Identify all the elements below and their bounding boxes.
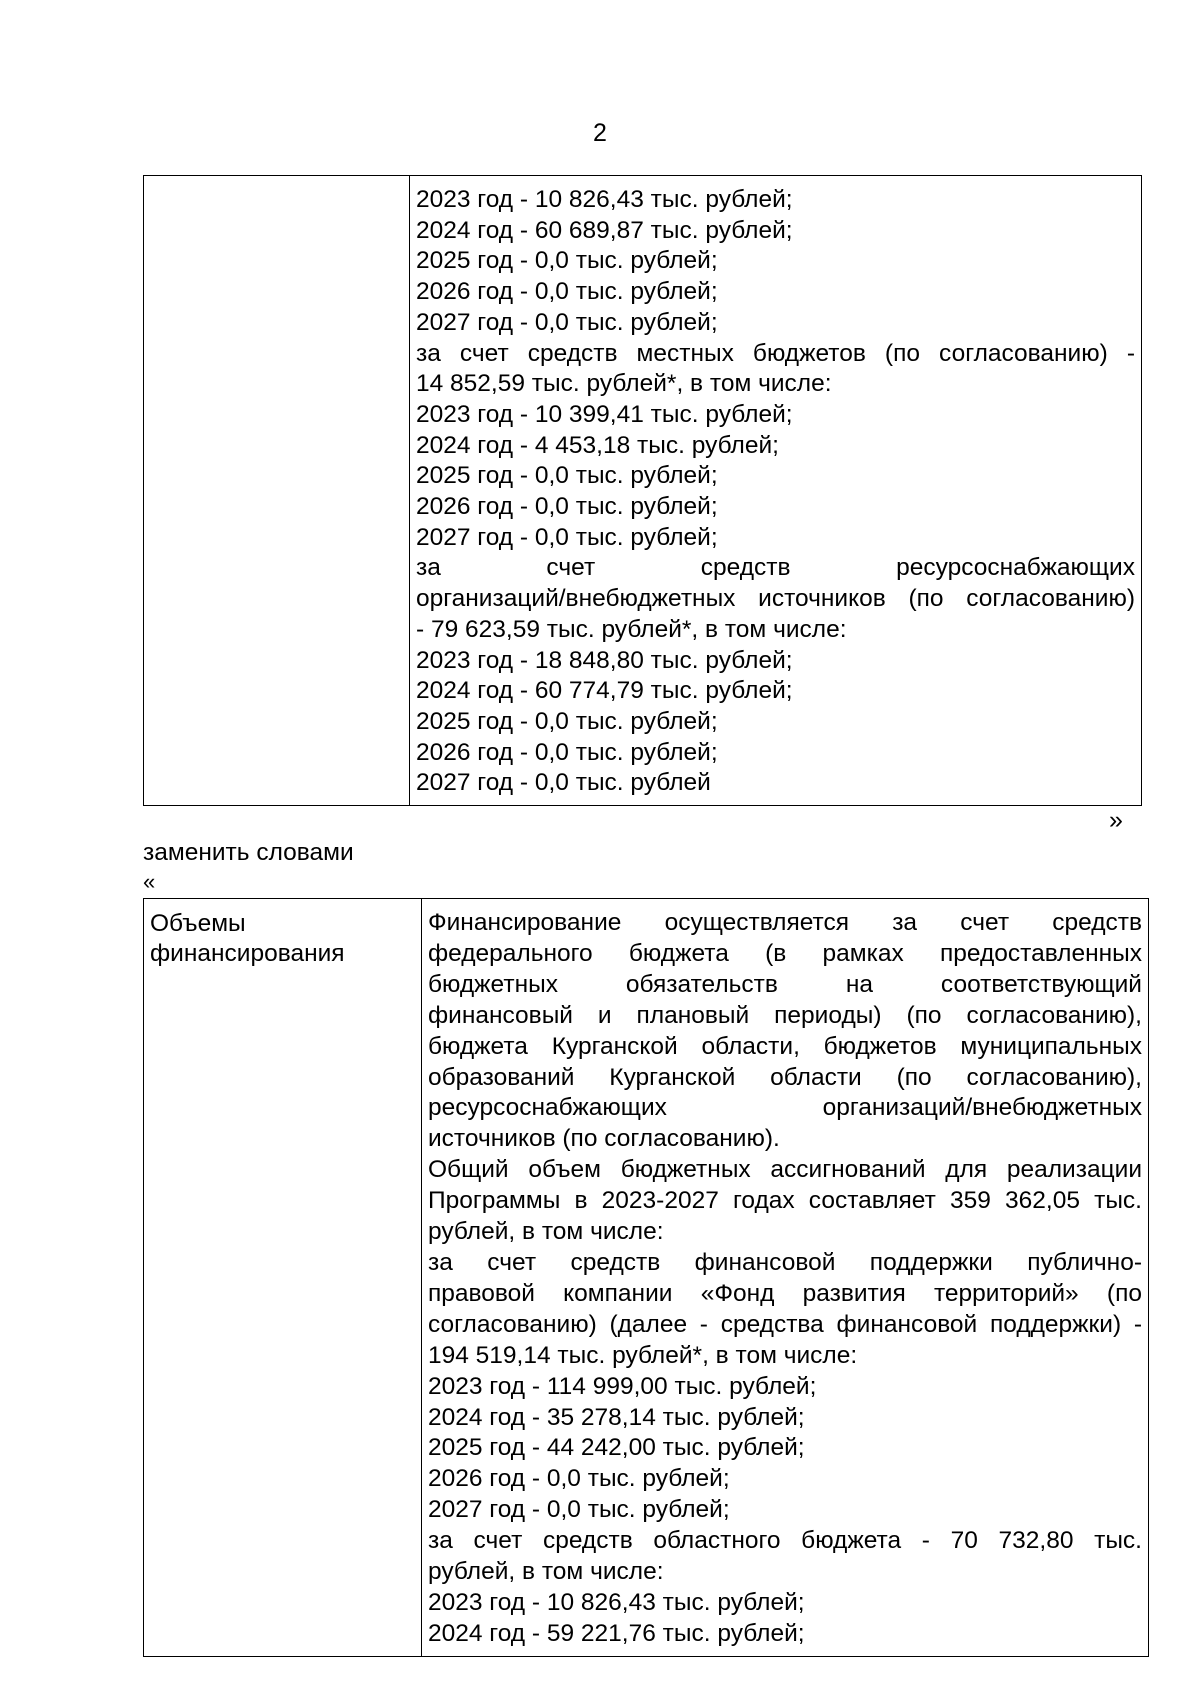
text-line: 2023 год - 10 399,41 тыс. рублей; [416, 400, 793, 428]
text-line: согласованию) (далее - средства финансовой поддержки) - [428, 1310, 1142, 1338]
table1-left-cell [144, 176, 410, 806]
text-line: - 79 623,59 тыс. рублей*, в том числе: [416, 615, 847, 643]
text-line: 14 852,59 тыс. рублей*, в том числе: [416, 370, 832, 398]
text-line: 2024 год - 35 278,14 тыс. рублей; [428, 1403, 805, 1431]
text-line: федерального бюджета (в рамках предоставленных [428, 939, 1142, 967]
text-line: 2026 год - 0,0 тыс. рублей; [428, 1465, 730, 1493]
text-line: 2023 год - 10 826,43 тыс. рублей; [416, 186, 793, 213]
table-row [144, 899, 1149, 1657]
text-line: Общий объем бюджетных ассигнований для реализации [428, 1156, 1142, 1184]
table-row [144, 176, 1142, 806]
text-line: 2026 год - 0,0 тыс. рублей; [416, 278, 718, 306]
text-line: 2023 год - 114 999,00 тыс. рублей; [428, 1372, 817, 1400]
text-line: за счет средств ресурсоснабжающих [416, 554, 1135, 582]
text-line: Финансирование осуществляется за счет средств [428, 909, 1142, 936]
text-line: Программы в 2023-2027 годах составляет 359 362,05 тыс. [428, 1187, 1142, 1215]
text-line: 2025 год - 0,0 тыс. рублей; [416, 247, 718, 275]
text-line: 2024 год - 60 774,79 тыс. рублей; [416, 677, 793, 705]
text-line: источников (по согласованию). [428, 1125, 780, 1153]
text-line: 2024 год - 4 453,18 тыс. рублей; [416, 431, 779, 459]
text-line: 2023 год - 18 848,80 тыс. рублей; [416, 646, 793, 674]
text-line: правовой компании «Фонд развития территорий» (по [428, 1279, 1142, 1307]
text-line: за счет средств местных бюджетов (по согласованию) - [416, 339, 1135, 367]
text-line: за счет средств областного бюджета - 70 732,80 тыс. [428, 1527, 1142, 1555]
text-line: рублей, в том числе: [428, 1558, 664, 1586]
text-line: организаций/внебюджетных источников (по согласованию) [416, 585, 1135, 613]
text-line: 2027 год - 0,0 тыс. рублей; [416, 523, 718, 551]
text-line: 194 519,14 тыс. рублей*, в том числе: [428, 1341, 858, 1369]
closing-quote: » [1109, 806, 1123, 834]
text-line: 2026 год - 0,0 тыс. рублей; [416, 493, 718, 521]
text-line: 2024 год - 59 221,76 тыс. рублей; [428, 1619, 805, 1647]
text-line: 2027 год - 0,0 тыс. рублей; [428, 1496, 730, 1524]
text-line: ресурсоснабжающих организаций/внебюджетных [428, 1094, 1142, 1122]
text-line: 2027 год - 0,0 тыс. рублей [416, 769, 711, 797]
text-line: образований Курганской области (по согласованию), [428, 1063, 1142, 1091]
replace-instruction: заменить словами [143, 839, 354, 866]
text-line: 2023 год - 10 826,43 тыс. рублей; [428, 1588, 805, 1616]
opening-quote: « [143, 869, 156, 894]
text-line: 2025 год - 0,0 тыс. рублей; [416, 707, 718, 735]
page-number: 2 [593, 119, 607, 147]
financing-volume-label: Объемы финансирования [144, 899, 422, 1657]
text-line: 2024 год - 60 689,87 тыс. рублей; [416, 216, 793, 244]
financing-table-new [143, 898, 1149, 1657]
text-line: бюджета Курганской области, бюджетов муниципальных [428, 1032, 1142, 1060]
text-line: бюджетных обязательств на соответствующий [428, 970, 1142, 998]
text-line: финансовый и плановый периоды) (по согласованию), [428, 1001, 1142, 1029]
text-line: рублей, в том числе: [428, 1218, 664, 1246]
table1-right-cell [410, 176, 1142, 806]
text-line: 2026 год - 0,0 тыс. рублей; [416, 738, 718, 766]
text-line: 2027 год - 0,0 тыс. рублей; [416, 308, 718, 336]
text-line: 2025 год - 44 242,00 тыс. рублей; [428, 1434, 805, 1462]
text-line: за счет средств финансовой поддержки публично- [428, 1248, 1142, 1276]
text-line: 2025 год - 0,0 тыс. рублей; [416, 462, 718, 490]
financing-table-old [143, 175, 1142, 806]
table2-right-cell [422, 899, 1149, 1657]
